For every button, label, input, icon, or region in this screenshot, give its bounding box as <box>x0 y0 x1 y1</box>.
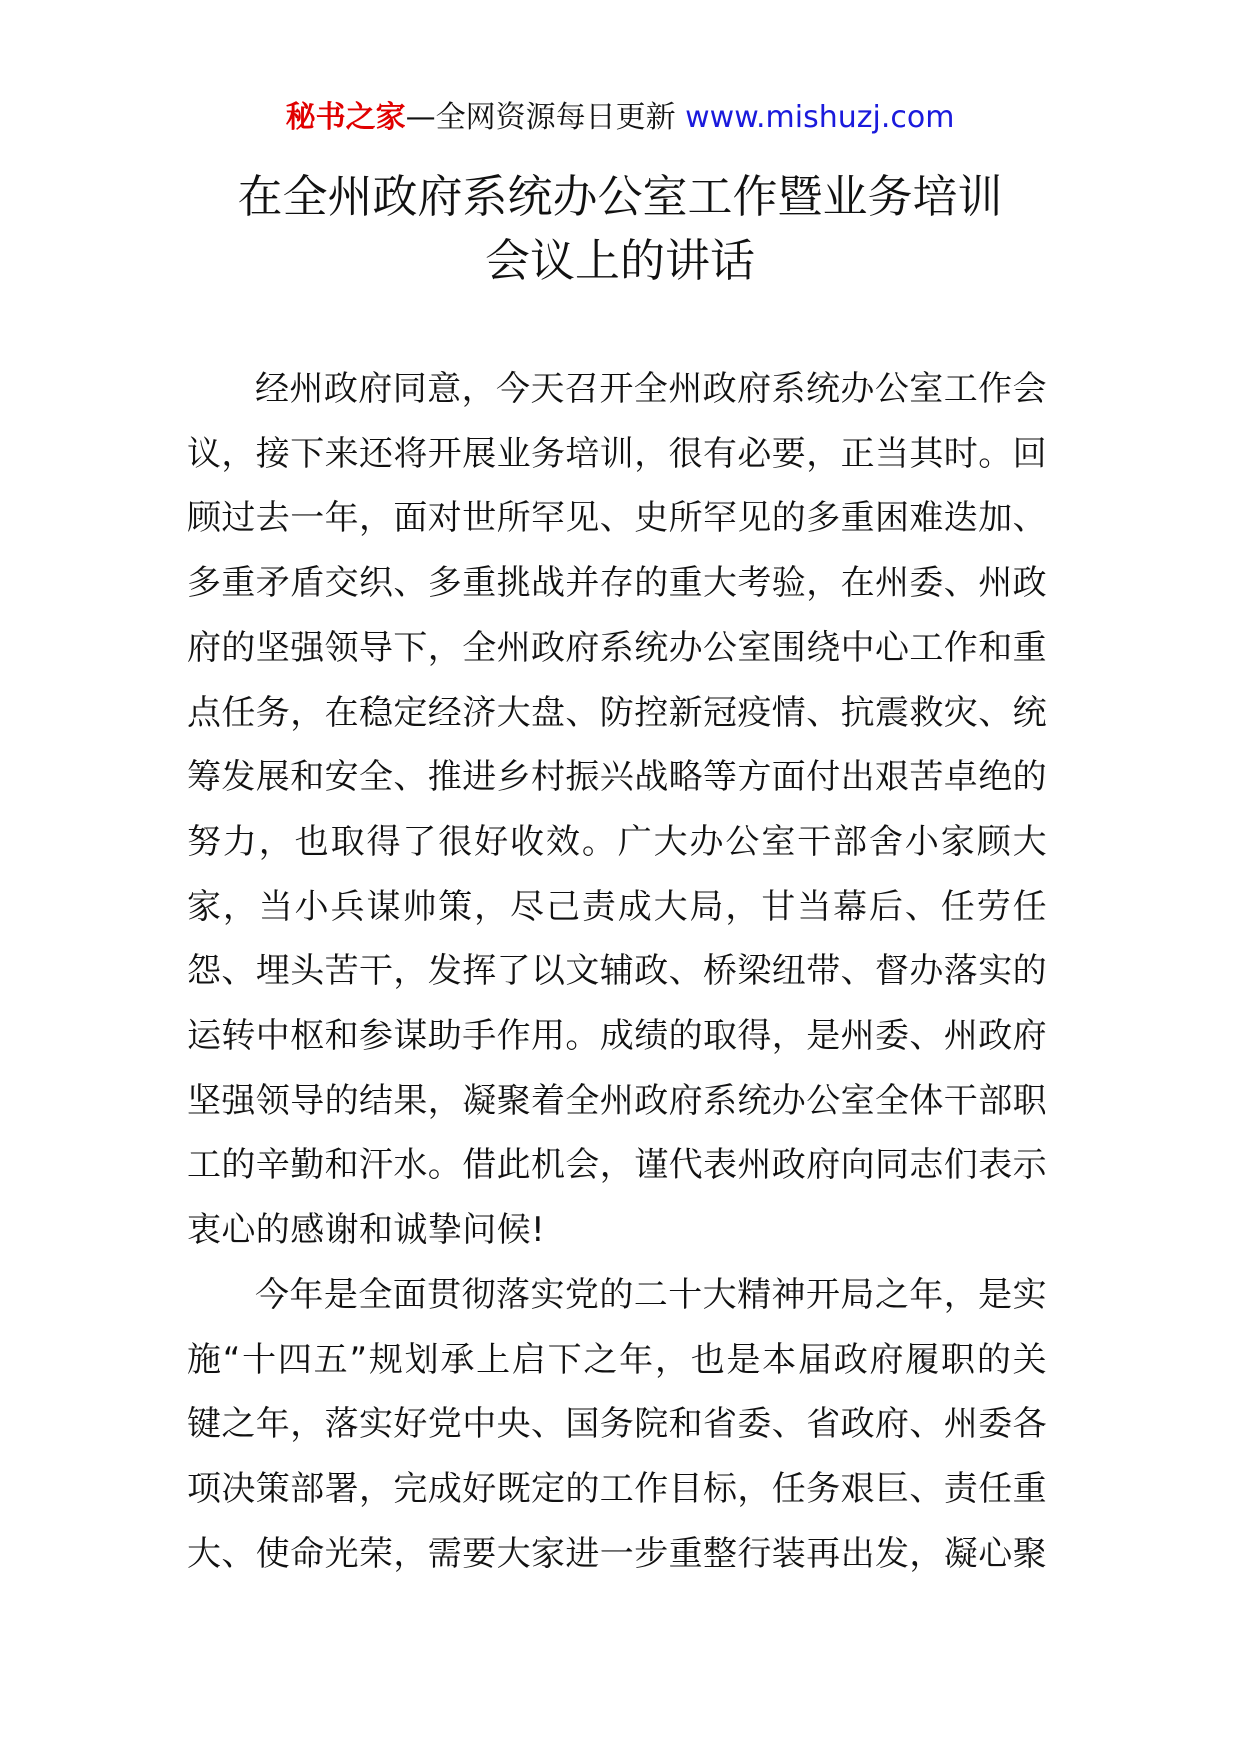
document-body <box>187 357 1047 1586</box>
header-tagline: —全网资源每日更新 <box>405 100 676 135</box>
title-line-2: 会议上的讲话 <box>484 234 755 287</box>
document-title <box>0 165 1240 293</box>
site-url-link[interactable]: www.mishuzj.com <box>685 100 955 135</box>
body-paragraph-2: 今年是全面贯彻落实党的二十大精神开局之年，是实施“十四五”规划承上启下之年，也是本届政府履职的关键之年，落实好党中央、国务院和省委、省政府、州委各项决策部署，完成好既定的工作目标，任务艰巨、责任重大、使命光荣，需要大家进一步重整行装再出发，凝心聚 <box>187 1274 1047 1574</box>
title-line-1: 在全州政府系统办公室工作暨业务培训 <box>237 170 1003 223</box>
site-header <box>0 98 1240 138</box>
body-paragraph-1: 经州政府同意，今天召开全州政府系统办公室工作会议，接下来还将开展业务培训，很有必要，正当其时。回顾过去一年，面对世所罕见、史所罕见的多重困难迭加、多重矛盾交织、多重挑战并存的重大考验，在州委、州政府的坚强领导下，全州政府系统办公室围绕中心工作和重点任务，在稳定经济大盘、防控新冠疫情、抗震救灾、统筹发展和安全、推进乡村振兴战略等方面付出艰苦卓绝的努力，也取得了很好收效。广大办公室干部舍小家顾大家，当小兵谋帅策，尽己责成大局，甘当幕后、任劳任怨、埋头苦干，发挥了以文辅政、桥梁纽带、督办落实的运转中枢和参谋助手作用。成绩的取得，是州委、州政府坚强领导的结果，凝聚着全州政府系统办公室全体干部职工的辛勤和汗水。借此机会，谨代表州政府向同志们表示衷心的感谢和诚挚问候! <box>187 369 1047 1251</box>
brand-name: 秘书之家 <box>285 100 406 135</box>
